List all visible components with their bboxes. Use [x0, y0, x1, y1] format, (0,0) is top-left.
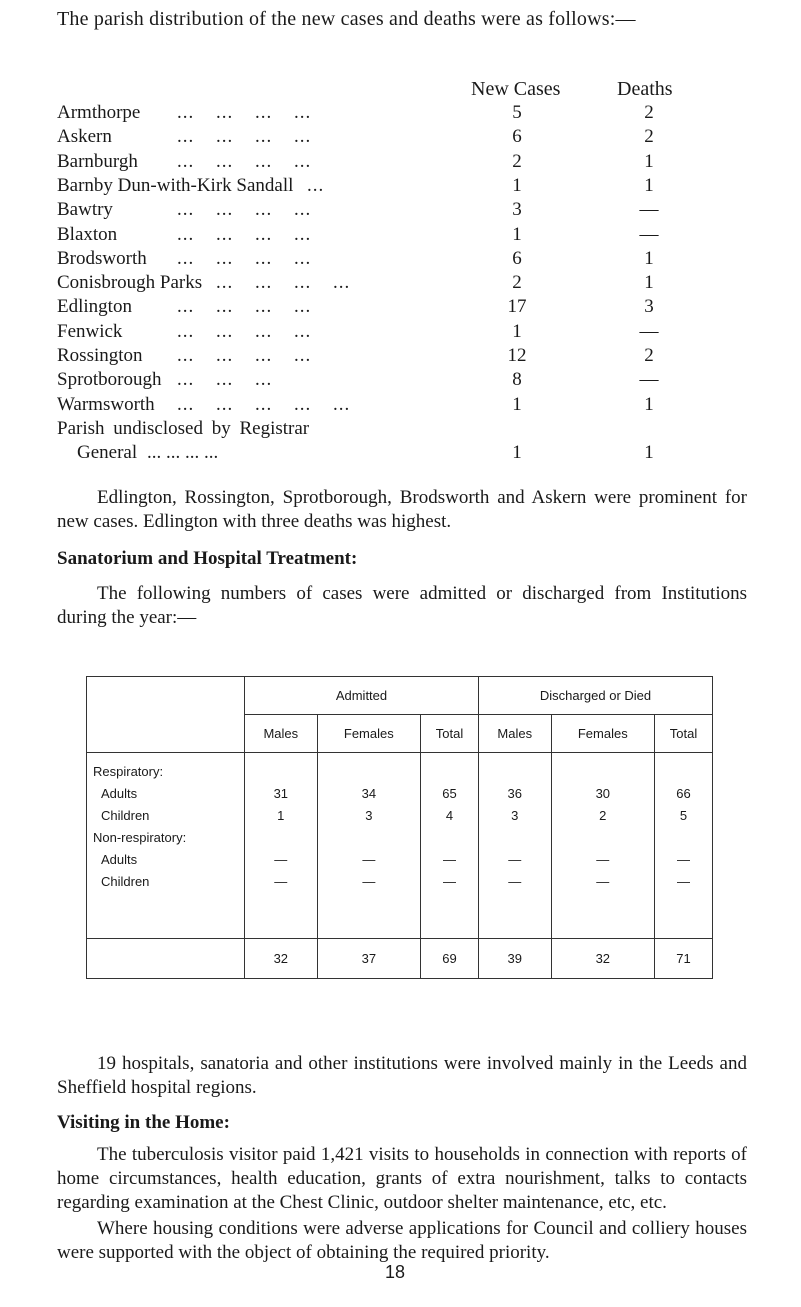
- spacer: [318, 761, 420, 783]
- institution-table: [86, 676, 723, 1016]
- label-resp-adults: Adults: [101, 786, 138, 801]
- leader-dots: ... ... ... ...: [177, 126, 312, 148]
- leader-dots: ... ... ... ...: [177, 320, 312, 342]
- parish-row: [57, 175, 717, 200]
- parish-name: Brodsworth: [57, 247, 147, 269]
- leader-dots: ... ... ... ... ...: [177, 393, 351, 415]
- value-cell: 1: [277, 808, 285, 823]
- value-cell: —: [443, 874, 457, 889]
- value-cell: —: [508, 852, 522, 867]
- value-cell: 66: [676, 786, 691, 801]
- spacer: [552, 761, 654, 783]
- paragraph-prominent: Edlington, Rossington, Sprotborough, Brodsworth and Askern were prominent for new cases. Edlington with three deaths was highest.: [57, 487, 747, 532]
- parish-name: Edlington: [57, 296, 132, 318]
- spacer: [245, 761, 317, 783]
- col-values-2: [421, 753, 479, 939]
- parish-new-cases: 17: [507, 296, 527, 318]
- parish-row: [57, 102, 717, 127]
- category-respiratory: Respiratory:: [93, 764, 164, 779]
- parish-name: Bawtry: [57, 199, 113, 221]
- paragraph-hospitals: 19 hospitals, sanatoria and other institutions were involved mainly in the Leeds and Sheffield hospital regions.: [57, 1053, 747, 1098]
- parish-row: [57, 345, 717, 370]
- parish-deaths: 2: [644, 345, 654, 366]
- label-nonresp-adults: Adults: [101, 852, 138, 867]
- leader-dots: ... ... ... ...: [177, 102, 312, 123]
- value-cell: 3: [365, 808, 373, 823]
- parish-new-cases: 6: [512, 247, 522, 269]
- corner-cell: [87, 677, 245, 753]
- total-cell: 69: [421, 939, 479, 979]
- value-cell: —: [596, 852, 610, 867]
- parish-new-cases: 3: [512, 199, 522, 221]
- leader-dots: ... ... ... ...: [177, 199, 312, 221]
- value-cell: —: [508, 874, 522, 889]
- value-cell: 36: [507, 786, 522, 801]
- parish-new-cases: 5: [512, 102, 522, 123]
- leader-dots: ... ... ... ...: [177, 296, 312, 318]
- parish-new-cases: 1: [512, 393, 522, 415]
- column-header: Total: [655, 715, 713, 753]
- spacer: [479, 761, 551, 783]
- parish-name: Parish undisclosed by Registrar: [57, 417, 310, 439]
- category-nonrespiratory: Non-respiratory:: [93, 830, 187, 845]
- spacer: [245, 827, 317, 849]
- parish-new-cases: 12: [507, 345, 527, 366]
- parish-new-cases: 1: [512, 223, 522, 245]
- heading-sanatorium: Sanatorium and Hospital Treatment:: [57, 548, 358, 569]
- value-cell: —: [443, 852, 457, 867]
- totals-label-cell: [87, 939, 245, 979]
- col-values-0: [245, 753, 318, 939]
- parish-name: Sprotborough: [57, 369, 162, 391]
- spacer: [552, 827, 654, 849]
- col-values-5: [655, 753, 713, 939]
- parish-row: [57, 296, 717, 321]
- parish-name: Armthorpe: [57, 102, 141, 123]
- parish-new-cases: 1: [512, 174, 522, 196]
- spacer: [421, 827, 478, 849]
- parish-row: [57, 272, 717, 297]
- parish-row: [57, 151, 717, 176]
- parish-new-cases: 1: [512, 442, 522, 464]
- spacer: [479, 827, 551, 849]
- paragraph-housing: Where housing conditions were adverse applications for Council and colliery houses were supported with the object of obtaining the required priority.: [57, 1218, 747, 1263]
- group-discharged: Discharged or Died: [478, 677, 712, 715]
- value-cell: —: [362, 852, 376, 867]
- value-cell: —: [274, 852, 288, 867]
- column-header: Total: [421, 715, 479, 753]
- value-cell: —: [596, 874, 610, 889]
- parish-row: [57, 394, 717, 419]
- parish-name: Warmsworth: [57, 393, 155, 415]
- parish-row: [57, 224, 717, 249]
- parish-deaths: 3: [644, 296, 654, 318]
- parish-new-cases: 2: [512, 150, 522, 172]
- leader-dots: ... ... ... ...: [177, 150, 312, 172]
- total-cell: 32: [551, 939, 654, 979]
- value-cell: 30: [595, 786, 611, 801]
- parish-name: Conisbrough Parks: [57, 272, 203, 294]
- leader-dots: ...: [307, 174, 325, 196]
- parish-name: Blaxton: [57, 223, 118, 245]
- parish-deaths: 1: [644, 442, 654, 464]
- page-number: 18: [385, 1262, 406, 1282]
- value-cell: —: [677, 874, 691, 889]
- value-cell: 31: [273, 786, 289, 801]
- column-header: Females: [551, 715, 654, 753]
- value-cell: 4: [445, 808, 454, 823]
- parish-row: [57, 199, 717, 224]
- value-cell: —: [274, 874, 288, 889]
- leader-dots: ... ... ... ...: [216, 272, 351, 294]
- value-cell: 2: [599, 808, 607, 823]
- parish-deaths: —: [639, 369, 659, 391]
- col-new-cases: New Cases: [471, 78, 561, 100]
- parish-name: Rossington: [57, 345, 143, 366]
- value-cell: —: [677, 852, 691, 867]
- parish-deaths: 2: [644, 102, 654, 123]
- parish-deaths: 1: [644, 247, 654, 269]
- parish-row: [57, 369, 717, 394]
- parish-deaths: 1: [644, 174, 654, 196]
- value-cell: 65: [442, 786, 457, 801]
- parish-name: Barnburgh: [57, 150, 138, 172]
- value-cell: 34: [361, 786, 377, 801]
- total-cell: 39: [478, 939, 551, 979]
- parish-deaths: 1: [644, 150, 654, 172]
- parish-row: [57, 248, 717, 273]
- label-nonresp-children: Children: [101, 874, 150, 889]
- group-admitted: Admitted: [245, 677, 479, 715]
- leader-dots: ... ... ... ...: [147, 442, 219, 464]
- row-labels: [87, 753, 245, 939]
- spacer: [655, 827, 712, 849]
- col-values-4: [551, 753, 654, 939]
- total-cell: 32: [245, 939, 318, 979]
- parish-row: [57, 126, 717, 151]
- parish-name: Barnby Dun-with-Kirk Sandall: [57, 174, 294, 196]
- parish-row-undisclosed-cont: [57, 442, 717, 467]
- col-values-3: [478, 753, 551, 939]
- parish-name: Askern: [57, 126, 112, 148]
- parish-deaths: 1: [644, 272, 654, 294]
- column-header: Males: [245, 715, 318, 753]
- paragraph-visitor: The tuberculosis visitor paid 1,421 visits to households in connection with reports of home circumstances, health education, grants of extra nourishment, talks to contacts regarding examination at the Chest Clinic, outdoor shelter maintenance, etc, etc.: [57, 1144, 747, 1213]
- column-header: Males: [478, 715, 551, 753]
- parish-new-cases: 6: [512, 126, 522, 148]
- value-cell: 5: [679, 808, 688, 823]
- leader-dots: ... ... ... ...: [177, 247, 312, 269]
- parish-new-cases: 2: [512, 272, 522, 294]
- spacer: [655, 761, 712, 783]
- value-cell: 3: [511, 808, 519, 823]
- parish-row: [57, 321, 717, 346]
- heading-visiting: Visiting in the Home:: [57, 1112, 230, 1133]
- leader-dots: ... ... ... ...: [177, 223, 312, 245]
- parish-deaths: 1: [644, 393, 654, 415]
- parish-new-cases: 1: [512, 320, 522, 342]
- label-resp-children: Children: [101, 808, 150, 823]
- parish-deaths: 2: [644, 126, 654, 148]
- parish-row-undisclosed: [57, 418, 717, 443]
- spacer: [318, 827, 420, 849]
- paragraph-institutions: The following numbers of cases were admitted or discharged from Institutions during the year:—: [57, 583, 747, 628]
- total-cell: 71: [655, 939, 713, 979]
- parish-deaths: —: [639, 320, 659, 342]
- leader-dots: ... ... ...: [177, 369, 273, 391]
- spacer: [421, 761, 478, 783]
- parish-name-cont: General: [77, 442, 138, 464]
- intro-text: The parish distribution of the new cases and deaths were as follows:—: [57, 8, 636, 30]
- parish-name: Fenwick: [57, 320, 123, 342]
- value-cell: —: [362, 874, 376, 889]
- column-header: Females: [317, 715, 420, 753]
- total-cell: 37: [317, 939, 420, 979]
- col-deaths: Deaths: [617, 78, 673, 100]
- parish-new-cases: 8: [512, 369, 522, 391]
- col-values-1: [317, 753, 420, 939]
- leader-dots: ... ... ... ...: [177, 345, 312, 366]
- parish-deaths: —: [639, 223, 659, 245]
- parish-deaths: —: [639, 199, 659, 221]
